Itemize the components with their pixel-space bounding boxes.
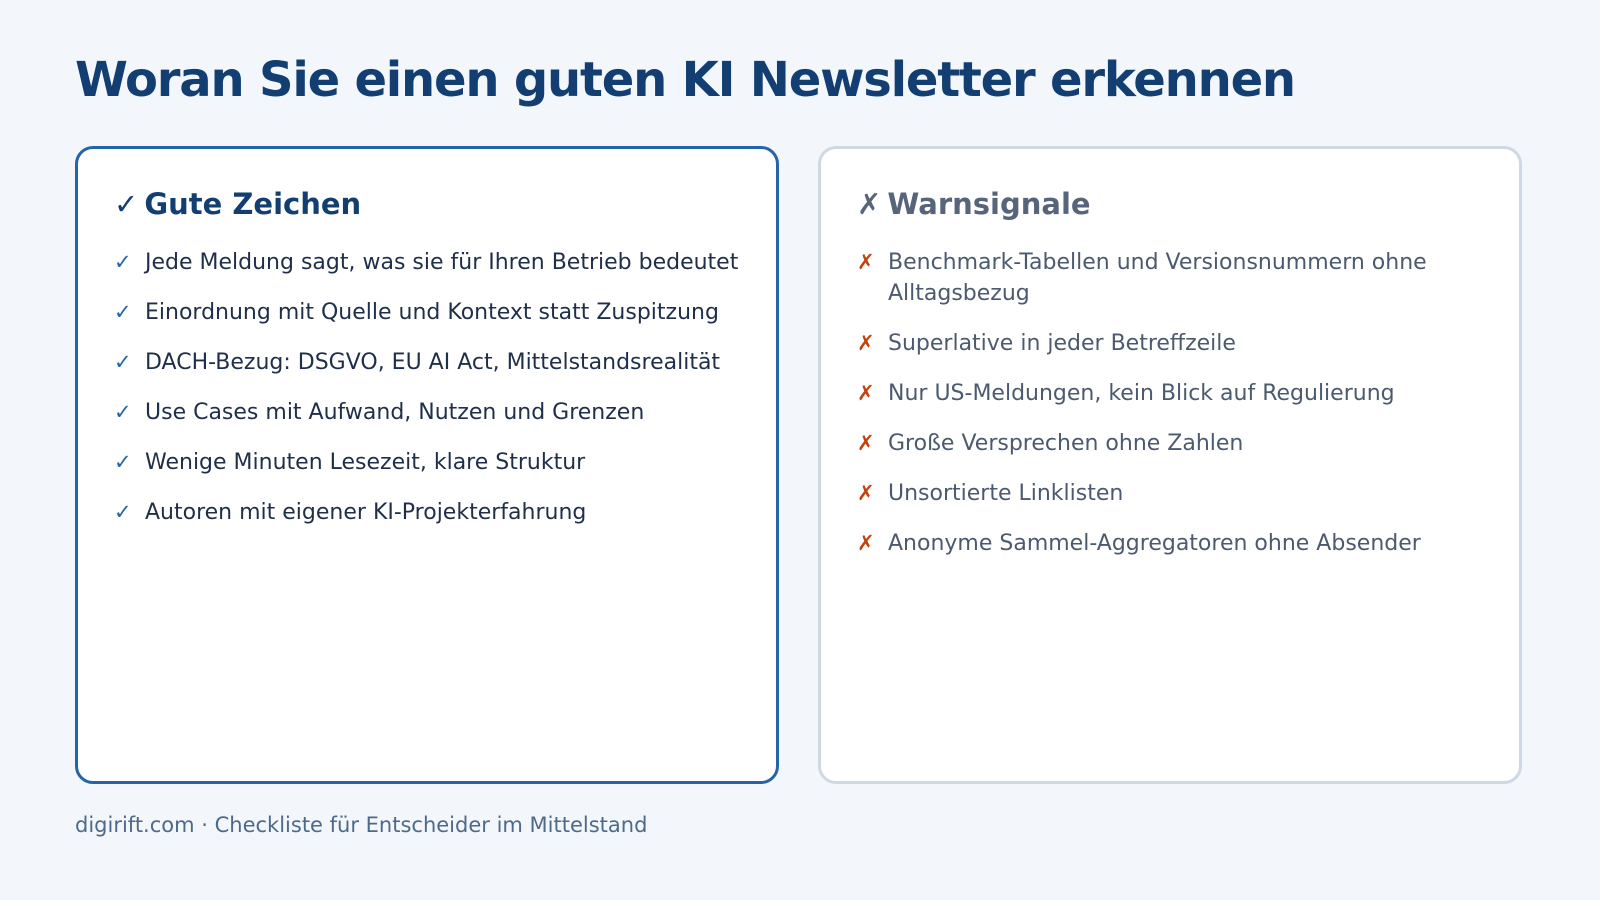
list-item — [857, 247, 1495, 309]
check-icon: ✓ — [114, 300, 132, 324]
list-item — [857, 428, 1495, 459]
check-icon: ✓ — [114, 400, 132, 424]
list-item-text: Use Cases mit Aufwand, Nutzen und Grenzen — [145, 400, 645, 425]
list-item-text: Einordnung mit Quelle und Kontext statt Zuspitzung — [145, 300, 719, 325]
good-signs-heading — [114, 187, 361, 221]
list-item-text: Wenige Minuten Lesezeit, klare Struktur — [145, 450, 586, 475]
list-item-text: Superlative in jeder Betreffzeile — [888, 331, 1236, 356]
good-signs-list — [114, 247, 752, 547]
warning-signs-list — [857, 247, 1495, 578]
list-item — [114, 297, 752, 328]
cross-icon: ✗ — [857, 187, 882, 221]
list-item-text: Große Versprechen ohne Zahlen — [888, 431, 1244, 456]
list-item — [857, 378, 1495, 409]
good-signs-card — [75, 146, 779, 784]
good-signs-title: Gute Zeichen — [144, 187, 362, 221]
warning-signs-title: Warnsignale — [887, 187, 1091, 221]
list-item — [857, 528, 1495, 559]
cross-icon: ✗ — [857, 381, 875, 405]
check-icon: ✓ — [114, 450, 132, 474]
list-item-text: Anonyme Sammel-Aggregatoren ohne Absender — [888, 531, 1421, 556]
list-item — [857, 328, 1495, 359]
list-item-text: Autoren mit eigener KI-Projekterfahrung — [145, 500, 587, 525]
warning-signs-heading — [857, 187, 1091, 221]
check-icon: ✓ — [114, 187, 139, 221]
cross-icon: ✗ — [857, 331, 875, 355]
check-icon: ✓ — [114, 250, 132, 274]
list-item-text: Jede Meldung sagt, was sie für Ihren Betrieb bedeutet — [145, 250, 739, 275]
footer-note: digirift.com · Checkliste für Entscheider im Mittelstand — [75, 813, 648, 837]
list-item-text: Nur US-Meldungen, kein Blick auf Regulierung — [888, 381, 1395, 406]
list-item — [114, 497, 752, 528]
list-item — [114, 447, 752, 478]
check-icon: ✓ — [114, 350, 132, 374]
list-item — [114, 247, 752, 278]
check-icon: ✓ — [114, 500, 132, 524]
list-item — [114, 397, 752, 428]
cross-icon: ✗ — [857, 531, 875, 555]
list-item-text: Benchmark-Tabellen und Versionsnummern ohne Alltagsbezug — [888, 250, 1427, 306]
list-item — [857, 478, 1495, 509]
list-item-text: DACH-Bezug: DSGVO, EU AI Act, Mittelstandsrealität — [145, 350, 721, 375]
list-item — [114, 347, 752, 378]
warning-signs-card — [818, 146, 1522, 784]
cross-icon: ✗ — [857, 431, 875, 455]
cross-icon: ✗ — [857, 250, 875, 274]
cross-icon: ✗ — [857, 481, 875, 505]
page-title: Woran Sie einen guten KI Newsletter erkennen — [75, 52, 1295, 108]
list-item-text: Unsortierte Linklisten — [888, 481, 1124, 506]
